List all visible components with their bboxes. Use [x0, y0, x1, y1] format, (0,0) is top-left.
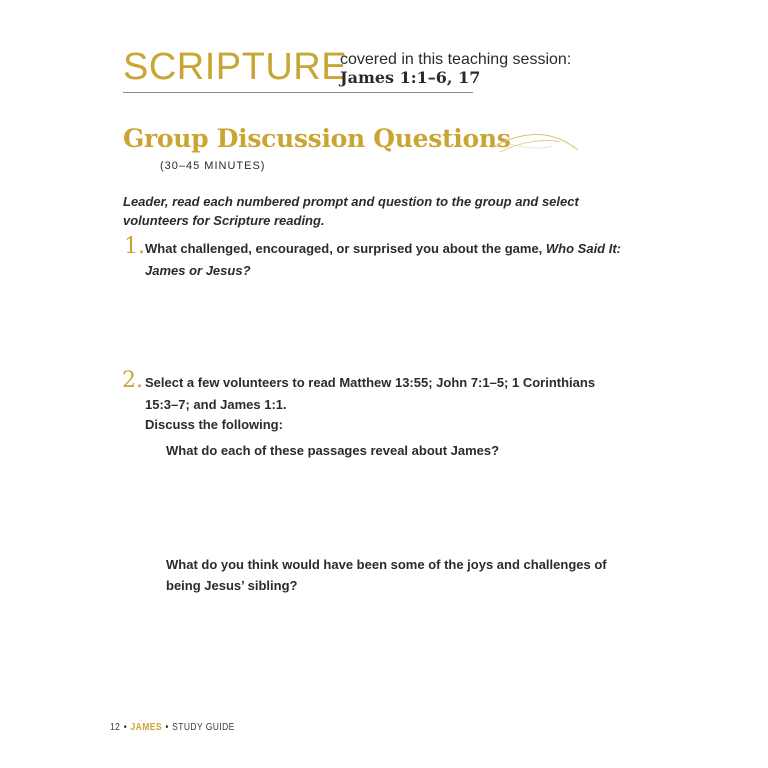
question-2-number: 2.	[122, 368, 143, 393]
footer-label: STUDY GUIDE	[172, 722, 235, 733]
scripture-heading: SCRIPTURE	[123, 46, 348, 88]
scripture-passage: James 1:1–6, 17	[340, 68, 481, 87]
footer-bullet-1: •	[123, 722, 128, 733]
section-duration: (30–45 MINUTES)	[160, 160, 266, 172]
leader-instructions: Leader, read each numbered prompt and question to the group and select volunteers for Scripture reading.	[123, 194, 579, 228]
footer-brand: JAMES	[130, 722, 162, 733]
flourish-ornament	[490, 128, 580, 158]
footer-bullet-2: •	[165, 722, 169, 733]
page-number: 12	[110, 722, 121, 733]
header-divider	[123, 92, 473, 93]
section-title: Group Discussion Questions	[123, 124, 511, 153]
discuss-label: Discuss the following:	[145, 417, 283, 432]
page-footer	[110, 722, 235, 733]
question-1-italic: Who Said It: James or Jesus?	[145, 241, 622, 278]
sub-question-2: What do you think would have been some of the joys and challenges of being Jesus’ sibling?	[166, 557, 607, 593]
sub-question-1: What do each of these passages reveal about James?	[166, 443, 500, 458]
question-1-number: 1.	[124, 234, 145, 259]
question-2-text: Select a few volunteers to read Matthew 13:55; John 7:1–5; 1 Corinthians 15:3–7; and James 1:1.	[145, 375, 596, 412]
question-1-text	[145, 238, 625, 282]
scripture-covered-text: covered in this teaching session:	[340, 51, 572, 68]
question-1-plain: What challenged, encouraged, or surprised you about the game,	[145, 241, 546, 256]
